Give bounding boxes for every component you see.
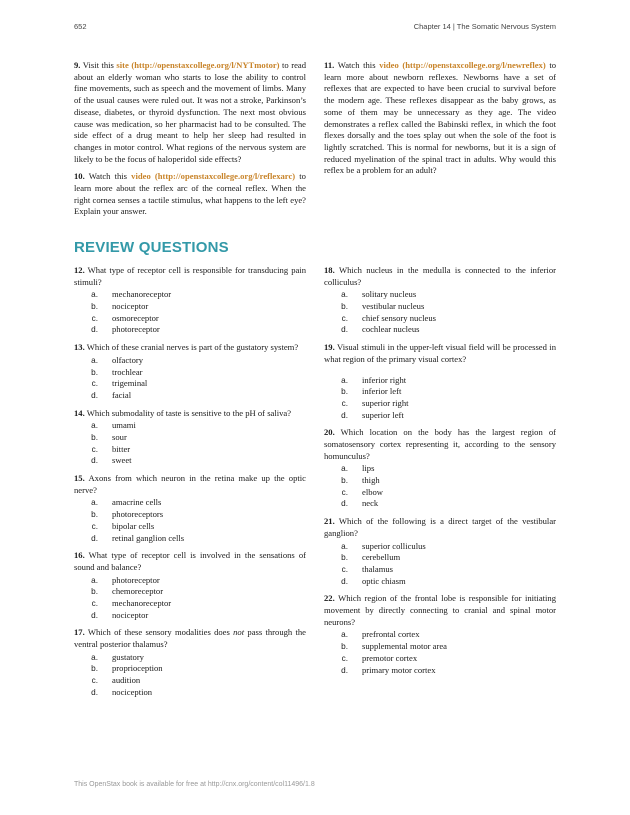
- option: c. audition: [91, 675, 141, 686]
- option: c. elbow: [341, 486, 384, 497]
- question-12: 12. What type of receptor cell is responsible for transducing pain stimuli? a. mechanoreceptor b. nociceptor c. osmoreceptor d. photoreceptor: [74, 265, 306, 335]
- review-questions-heading: REVIEW QUESTIONS: [74, 239, 229, 256]
- option: d. nociceptor: [91, 609, 149, 620]
- option: d. photoreceptor: [91, 324, 160, 335]
- option: b. chemoreceptor: [91, 586, 164, 597]
- option: a. umami: [91, 420, 136, 431]
- option: d. primary motor cortex: [341, 664, 436, 675]
- option: b. nociceptor: [91, 301, 149, 312]
- link-video-reflexarc[interactable]: video (http://openstaxcollege.org/l/reflexarc): [131, 171, 296, 182]
- option: b. supplemental motor area: [341, 641, 447, 652]
- option: d. cochlear nucleus: [341, 324, 420, 335]
- question-19: 19. Visual stimuli in the upper-left visual field will be processed in what region of the primary visual cortex? a. inferior right b. inferior left c. superior right d. superior left: [324, 342, 556, 420]
- exercises-right-column: [324, 60, 556, 183]
- option: c. bipolar cells: [91, 520, 155, 531]
- option: b. proprioception: [91, 663, 163, 674]
- exercises-left-column: [74, 60, 306, 224]
- page-footer: This OpenStax book is available for free at http://cnx.org/content/col11496/1.8: [74, 781, 315, 788]
- question-21: 21. Which of the following is a direct target of the vestibular ganglion? a. superior colliculus b. cerebellum c. thalamus d. optic chiasm: [324, 516, 556, 586]
- option: b. trochlear: [91, 366, 143, 377]
- option: d. retinal ganglion cells: [91, 532, 185, 543]
- option: a. inferior right: [341, 374, 407, 385]
- review-right-column: [324, 265, 556, 682]
- option: c. thalamus: [341, 563, 394, 574]
- option: b. sour: [91, 432, 127, 442]
- option: d. optic chiasm: [341, 575, 406, 586]
- question-20: 20. Which location on the body has the largest region of somatosensory cortex representing it, according to the sensory homunculus? a. lips b. thigh c. elbow d. neck: [324, 427, 556, 509]
- option: b. cerebellum: [341, 552, 401, 563]
- option: c. superior right: [341, 397, 409, 408]
- question-15: 15. Axons from which neuron in the retina make up the optic nerve? a. amacrine cells b. photoreceptors c. bipolar cells d. retinal ganglion cells: [74, 473, 306, 543]
- question-18: 18. Which nucleus in the medulla is connected to the inferior colliculus? a. solitary nucleus b. vestibular nucleus c. chief sensory nucleus d. cochlear nucleus: [324, 265, 556, 335]
- option: c. chief sensory nucleus: [341, 312, 436, 323]
- option: a. superior colliculus: [341, 540, 426, 551]
- option: b. thigh: [341, 475, 380, 486]
- question-14: 14. Which submodality of taste is sensitive to the pH of saliva? a. umami b. sour c. bitter d. sweet: [74, 408, 306, 467]
- option: d. neck: [341, 498, 379, 509]
- option: b. vestibular nucleus: [341, 301, 425, 312]
- option: c. premotor cortex: [341, 652, 418, 663]
- link-site[interactable]: site (http://openstaxcollege.org/l/NYTmotor): [116, 60, 280, 70]
- option: a. mechanoreceptor: [91, 289, 172, 300]
- exercise-10: 10. Watch this video (http://openstaxcollege.org/l/reflexarc) to learn more about the reflex arc of the corneal reflex. When the right cornea senses a tactile stimulus, what happens to the left eye? Explain your answer.: [74, 171, 306, 217]
- option: a. olfactory: [91, 354, 144, 365]
- option: c. bitter: [91, 443, 131, 454]
- question-17: 17. Which of these sensory modalities does not pass through the ventral posterior thalamus? a. gustatory b. proprioception c. audition d. nociception: [74, 627, 306, 697]
- option: a. amacrine cells: [91, 497, 162, 508]
- option: a. gustatory: [91, 651, 144, 662]
- option: c. trigeminal: [91, 378, 148, 389]
- chapter-header: Chapter 14 | The Somatic Nervous System: [413, 22, 556, 31]
- option: a. prefrontal cortex: [341, 629, 420, 640]
- question-13: 13. Which of these cranial nerves is part of the gustatory system? a. olfactory b. trochlear c. trigeminal d. facial: [74, 342, 306, 401]
- option: b. photoreceptors: [91, 509, 164, 520]
- option: d. sweet: [91, 455, 132, 466]
- exercise-9: 9. Visit this site (http://openstaxcollege.org/l/NYTmotor) to read about an elderly woman who starts to lose the ability to control fine movements, such as speech and the movement of limbs. Many of the usual causes were ruled out. It was not a stroke, Parkinson’s disease, diabetes, or thyroid dysfunction. The next most obvious cause was medication, so her pharmacist had to be consulted. The side effect of a drug meant to help her sleep had resulted in changes in motor control. What regions of the nervous system are likely to be the focus of haloperidol side effects?: [74, 60, 307, 164]
- exercise-11: 11. Watch this video (http://openstaxcollege.org/l/newreflex) to learn more about newborn reflexes. Newborns have a set of reflexes that are expected to have been crucial to survival before the modern age. These reflexes disappear as the baby grows, as some of them may be unnecessary as they age. The video demonstrates a reflex called the Babinski reflex, in which the foot flexes dorsally and the toes splay out when the sole of the foot is lightly scratched. This is normal for newborns, but it is a sign of reduced myelination of the spinal tract in adults. Why would this reflex be a problem for an adult?: [324, 60, 557, 176]
- option: d. superior left: [341, 409, 404, 420]
- review-left-column: [74, 265, 306, 705]
- page-number: 652: [74, 22, 87, 31]
- option: d. facial: [91, 389, 132, 400]
- option: b. inferior left: [341, 386, 402, 397]
- option: c. osmoreceptor: [91, 312, 159, 323]
- option: a. photoreceptor: [91, 574, 160, 585]
- question-16: 16. What type of receptor cell is involved in the sensations of sound and balance? a. photoreceptor b. chemoreceptor c. mechanoreceptor d. nociceptor: [74, 550, 306, 620]
- link-video-newreflex[interactable]: video (http://openstaxcollege.org/l/newreflex): [379, 60, 546, 70]
- option: c. mechanoreceptor: [91, 598, 172, 608]
- option: a. solitary nucleus: [341, 289, 417, 300]
- option: a. lips: [341, 463, 375, 474]
- option: d. nociception: [91, 686, 153, 697]
- question-22: 22. Which region of the frontal lobe is responsible for initiating movement by directly connecting to cranial and spinal motor neurons? a. prefrontal cortex b. supplemental motor area c. premotor cortex d. primary motor cortex: [324, 593, 556, 675]
